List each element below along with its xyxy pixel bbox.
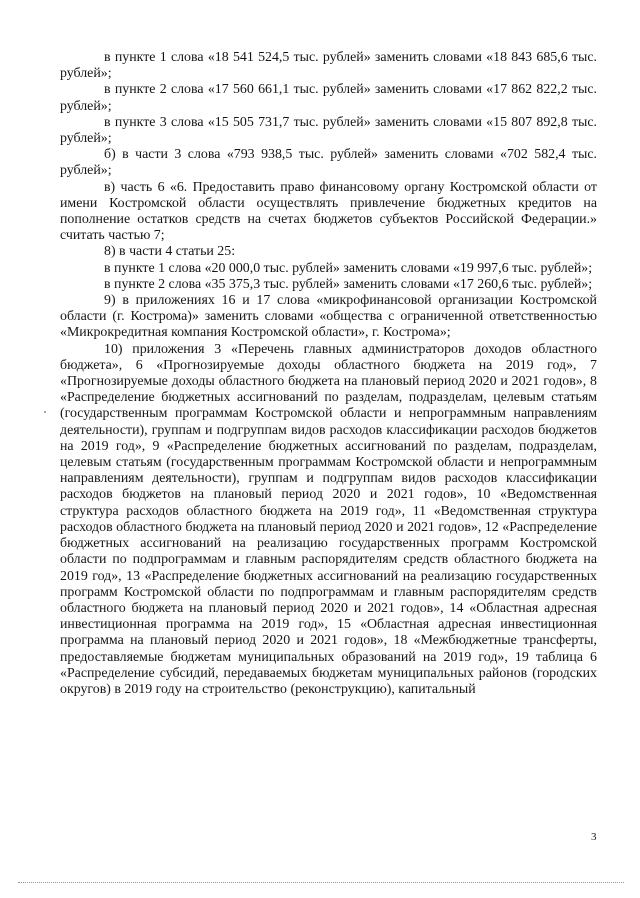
paragraph-part-6-renumbering: в) часть 6 «6. Предоставить право финансовому органу Костромской области от имени Костромской области осуществлять привлечение бюджетных кредитов на пополнение остатков средств на счетах бюджетов субъектов Российской Федерации.» считать частью 7; [60, 179, 597, 244]
scan-edge-line [18, 882, 624, 883]
paragraph-appendices-list: 10) приложения 3 «Перечень главных администраторов доходов областного бюджета», 6 «Прогнозируемые доходы областного бюджета на 2019 год», 7 «Прогнозируемые доходы областного бюджета на плановый период 2020 и 2021 годов», 8 «Распределение бюджетных ассигнований по разделам, подразделам, целевым статьям (государственным программам Костромской области и непрограммным направлениям деятельности), группам и подгруппам видов расходов классификации расходов бюджетов на 2019 год», 9 «Распределение бюджетных ассигнований по разделам, подразделам, целевым статьям (государственным программам Костромской области и непрограммным направлениям деятельности), группам и подгруппам видов расходов классификации расходов бюджетов на плановый период 2020 и 2021 годов», 10 «Ведомственная структура расходов областного бюджета на 2019 год», 11 «Ведомственная структура расходов областного бюджета на плановый период 2020 и 2021 годов», 12 «Распределение бюджетных ассигнований на реализацию государственных программ Костромской области по подпрограммам и главным распорядителям средств областного бюджета на 2019 год», 13 «Распределение бюджетных ассигнований на реализацию государственных программ Костромской области по подпрограммам и главным распорядителям средств областного бюджета на плановый период 2020 и 2021 годов», 14 «Областная адресная инвестиционная программа на 2019 год», 15 «Областная адресная инвестиционная программа на плановый период 2020 и 2021 годов», 18 «Межбюджетные трансферты, предоставляемые бюджетам муниципальных образований на 2019 год», 19 таблица 6 «Распределение субсидий, передаваемых бюджетам муниципальных районов (городских округов) в 2019 году на строительство (реконструкцию), капитальный [60, 341, 597, 697]
document-body [60, 50, 597, 698]
paragraph-item-2-amendment: в пункте 2 слова «17 560 661,1 тыс. рублей» заменить словами «17 862 822,2 тыс. рублей»; [60, 82, 597, 114]
scan-speck [44, 411, 46, 413]
paragraph-article-25-item-1: в пункте 1 слова «20 000,0 тыс. рублей» заменить словами «19 997,6 тыс. рублей»; [104, 260, 593, 276]
paragraph-article-25-item-2: в пункте 2 слова «35 375,3 тыс. рублей» заменить словами «17 260,6 тыс. рублей»; [104, 276, 593, 292]
page-number: 3 [591, 831, 597, 843]
paragraph-item-1-amendment: в пункте 1 слова «18 541 524,5 тыс. рублей» заменить словами «18 843 685,6 тыс. рублей»; [60, 50, 597, 82]
paragraph-item-3-amendment: в пункте 3 слова «15 505 731,7 тыс. рублей» заменить словами «15 807 892,8 тыс. рублей»; [60, 114, 597, 147]
paragraph-article-25-heading: 8) в части 4 статьи 25: [104, 244, 236, 260]
paragraph-part-3-amendment: б) в части 3 слова «793 938,5 тыс. рублей» заменить словами «702 582,4 тыс. рублей»; [60, 147, 597, 179]
paragraph-appendices-16-17: 9) в приложениях 16 и 17 слова «микрофинансовой организации Костромской области (г. Кострома)» заменить словами «общества с ограниченной ответственностью «Микрокредитная компания Костромской области», г. Кострома»; [60, 293, 597, 341]
